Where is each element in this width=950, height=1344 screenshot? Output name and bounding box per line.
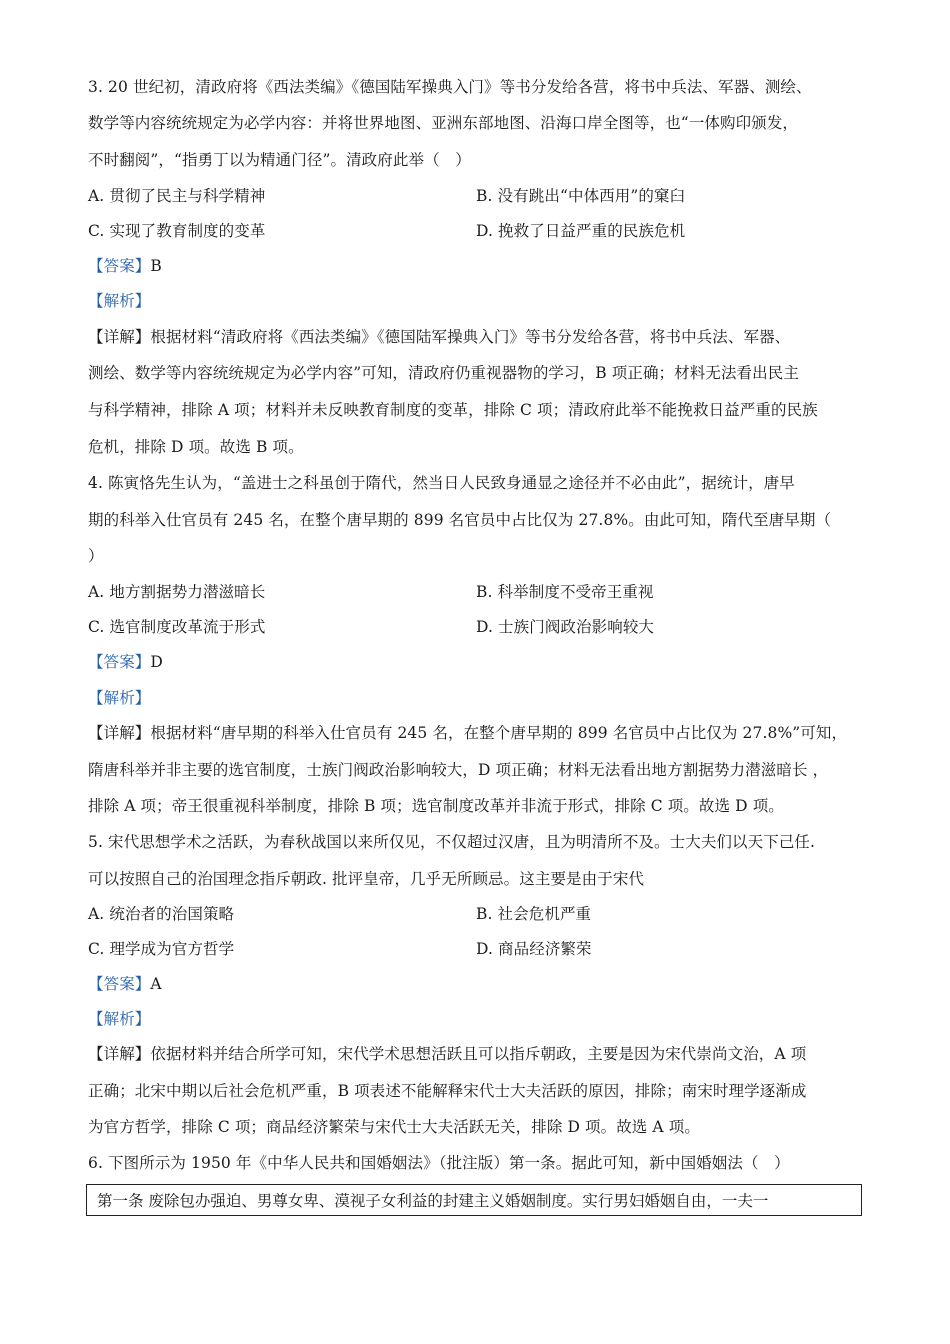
- q3-detail-line-1: [88, 327, 790, 347]
- q3-stem-line-1: 3. 20 世纪初，清政府将《西法类编》《德国陆军操典入门》等书分发给各营，将书中兵法、军器、测绘、: [88, 78, 812, 96]
- q5-analysis-tag: 【解析】: [88, 1010, 151, 1028]
- q4-stem-line-3: ）: [88, 547, 104, 565]
- q5-option-d: D. 商品经济繁荣: [476, 940, 592, 958]
- q4-stem-line-1: 4. 陈寅恪先生认为，“盖进士之科虽创于隋代，然当日人民致身通显之途径并不必由此”，据统计，唐早: [88, 474, 795, 492]
- q4-detail-line-1: [88, 723, 847, 743]
- q6-law-excerpt-box: [86, 1184, 862, 1216]
- q5-stem-line-2: 可以按照自己的治国理念指斥朝政. 批评皇帝，几乎无所顾忌。这主要是由于宋代: [88, 870, 645, 888]
- q3-detail-line-3: 与科学精神，排除 A 项；材料并未反映教育制度的变革，排除 C 项；清政府此举不能挽救日益严重的民族: [88, 401, 818, 419]
- q3-option-d: D. 挽救了日益严重的民族危机: [476, 222, 686, 240]
- q4-detail-line-3: 排除 A 项；帝王很重视科举制度，排除 B 项；选官制度改革并非流于形式，排除 C 项。故选 D 项。: [88, 797, 784, 815]
- answer-value: A: [150, 975, 162, 993]
- q5-detail-line-3: 为官方哲学，排除 C 项；商品经济繁荣与宋代士大夫活跃无关，排除 D 项。故选 A 项。: [88, 1118, 700, 1136]
- detail-text: 根据材料“唐早期的科举入仕官员有 245 名，在整个唐早期的 899 名官员中占比仅为 27.8%”可知，: [150, 724, 848, 742]
- q3-option-a: A. 贯彻了民主与科学精神: [88, 187, 266, 205]
- q3-stem-line-2: 数学等内容统统规定为必学内容：并将世界地图、亚洲东部地图、沿海口岸全图等，也“一体购印颁发，: [88, 114, 799, 132]
- q4-option-b: B. 科举制度不受帝王重视: [476, 583, 654, 601]
- q3-answer: [88, 256, 162, 276]
- answer-value: B: [150, 257, 162, 275]
- q3-option-b: B. 没有跳出“中体西用”的窠臼: [476, 187, 686, 205]
- q4-option-d: D. 士族门阀政治影响较大: [476, 618, 655, 636]
- detail-tag: 【详解】: [88, 724, 151, 742]
- q3-option-c: C. 实现了教育制度的变革: [88, 222, 266, 240]
- q5-option-a: A. 统治者的治国策略: [88, 905, 235, 923]
- answer-tag: 【答案】: [88, 975, 151, 993]
- q4-stem-line-2: 期的科举入仕官员有 245 名，在整个唐早期的 899 名官员中占比仅为 27.8%。由此可知，隋代至唐早期（: [88, 511, 832, 529]
- q5-stem-line-1: 5. 宋代思想学术之活跃，为春秋战国以来所仅见，不仅超过汉唐，且为明清所不及。士大夫们以天下己任.: [88, 833, 816, 851]
- q5-detail-line-2: 正确；北宋中期以后社会危机严重，B 项表述不能解释宋代士大夫活跃的原因，排除；南宋时理学逐渐成: [88, 1082, 807, 1100]
- q5-option-c: C. 理学成为官方哲学: [88, 940, 235, 958]
- q6-stem: 6. 下图所示为 1950 年《中华人民共和国婚姻法》（批注版）第一条。据此可知，新中国婚姻法（ ）: [88, 1154, 790, 1172]
- answer-value: D: [150, 653, 163, 671]
- detail-text: 依据材料并结合所学可知，宋代学术思想活跃且可以指斥朝政，主要是因为宋代崇尚文治，A 项: [150, 1045, 807, 1063]
- q5-option-b: B. 社会危机严重: [476, 905, 592, 923]
- q3-stem-line-3: 不时翻阅”，“指勇丁以为精通门径”。清政府此举（ ）: [88, 151, 471, 169]
- detail-tag: 【详解】: [88, 1045, 151, 1063]
- detail-text: 根据材料“清政府将《西法类编》《德国陆军操典入门》等书分发给各营，将书中兵法、军器、: [150, 328, 791, 346]
- q4-detail-line-2: 隋唐科举并非主要的选官制度，士族门阀政治影响较大，D 项正确；材料无法看出地方割据势力潜滋暗长 ，: [88, 761, 829, 779]
- q4-option-c: C. 选官制度改革流于形式: [88, 618, 266, 636]
- q4-answer: [88, 652, 163, 672]
- q3-detail-line-4: 危机，排除 D 项。故选 B 项。: [88, 438, 304, 456]
- q3-detail-line-2: 测绘、数学等内容统统规定为必学内容”可知，清政府仍重视器物的学习，B 项正确；材料无法看出民主: [88, 364, 799, 382]
- q5-detail-line-1: [88, 1044, 806, 1064]
- q5-answer: [88, 974, 162, 994]
- q3-analysis-tag: 【解析】: [88, 292, 151, 310]
- q4-option-a: A. 地方割据势力潜滋暗长: [88, 583, 266, 601]
- q6-law-excerpt-text: 第一条 废除包办强迫、男尊女卑、漠视子女利益的封建主义婚姻制度。实行男妇婚姻自由，一夫一: [97, 1192, 769, 1210]
- answer-tag: 【答案】: [88, 653, 151, 671]
- q4-analysis-tag: 【解析】: [88, 689, 151, 707]
- answer-tag: 【答案】: [88, 257, 151, 275]
- detail-tag: 【详解】: [88, 328, 151, 346]
